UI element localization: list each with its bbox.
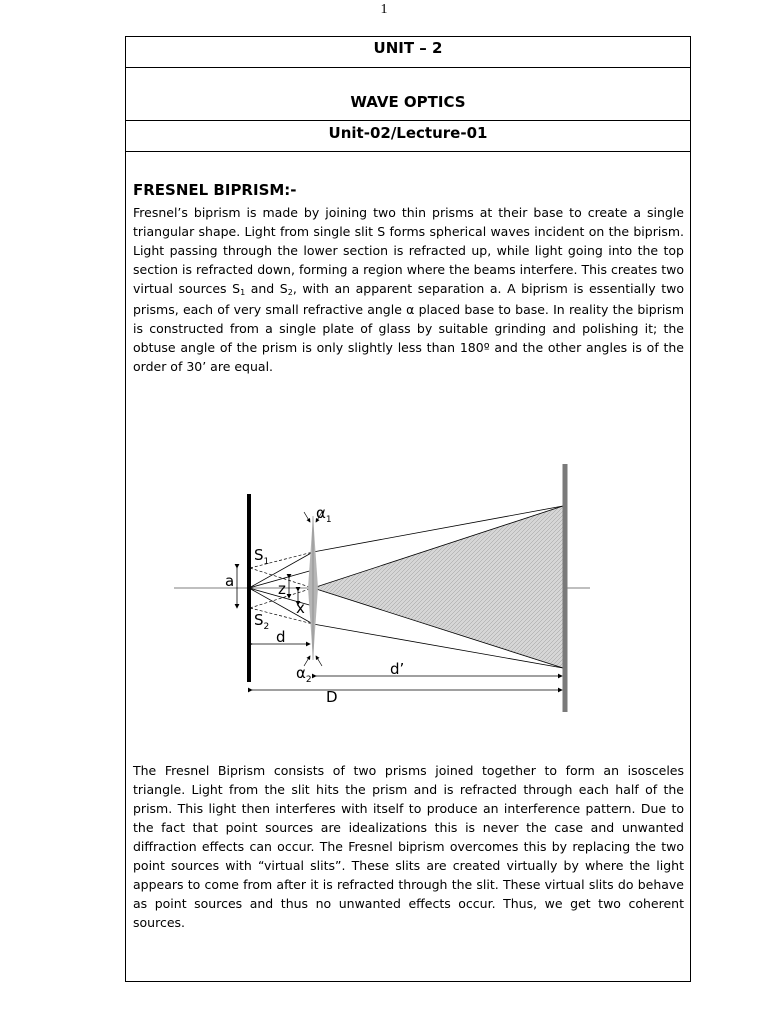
subject-title: WAVE OPTICS — [126, 68, 690, 121]
unit-title: UNIT – 2 — [126, 37, 690, 68]
page-number: 1 — [380, 2, 388, 17]
label-x: x — [296, 599, 305, 617]
subscript-2: 2 — [287, 288, 293, 297]
label-z: z — [278, 580, 286, 598]
label-big-d: D — [326, 688, 338, 706]
subscript-1: 1 — [240, 288, 246, 297]
label-a: a — [225, 572, 235, 590]
label-s2: $S_2$ — [254, 611, 270, 632]
section-heading: FRESNEL BIPRISM:- — [133, 181, 297, 199]
label-d-prime: d’ — [390, 660, 405, 678]
para1-part-b: and S — [245, 281, 288, 296]
label-alpha-2: $\alpha_2$ — [296, 664, 312, 685]
para1-part-c: , with an apparent separation a. A biprism is essentially two prisms, each of very small refractive angle α placed base to base. In reality the biprism is constructed from a single plate of glass by suitable grinding and polishing it; the obtuse angle of the prism is only slightly less than 180º and the other angles is of the order of 30’ are equal. — [133, 281, 684, 374]
paragraph-explanation: The Fresnel Biprism consists of two prisms joined together to form an isosceles triangle. Light from the slit hits the prism and is refracted through each half of the prism. This light then interferes with itself to produce an interference pattern. Due to the fact that point sources are idealizations this is never the case and unwanted diffraction effects can occur. The Fresnel biprism overcomes this by replacing the two point sources with “virtual slits”. These slits are created virtually by where the light appears to come from after it is refracted through the slit. These virtual slits do behave as point sources and thus no unwanted effects occur. Thus, we get two coherent sources. — [133, 763, 684, 930]
interference-region — [313, 506, 563, 668]
lecture-title: Unit-02/Lecture-01 — [126, 121, 690, 152]
label-s1: $S_1$ — [254, 546, 270, 567]
para1-part-a: Fresnel’s biprism is made by joining two thin prisms at their base to create a single triangular shape. Light from single slit S forms spherical waves incident on the biprism. Light passing through the lower section is refracted up, while light going into the top section is refracted down, forming a region where the beams interfere. This creates two virtual sources S — [133, 205, 684, 296]
paragraph-intro — [133, 203, 684, 376]
biprism-diagram — [170, 460, 600, 720]
label-alpha-1: $\alpha_1$ — [316, 504, 332, 525]
label-d: d — [276, 628, 286, 646]
